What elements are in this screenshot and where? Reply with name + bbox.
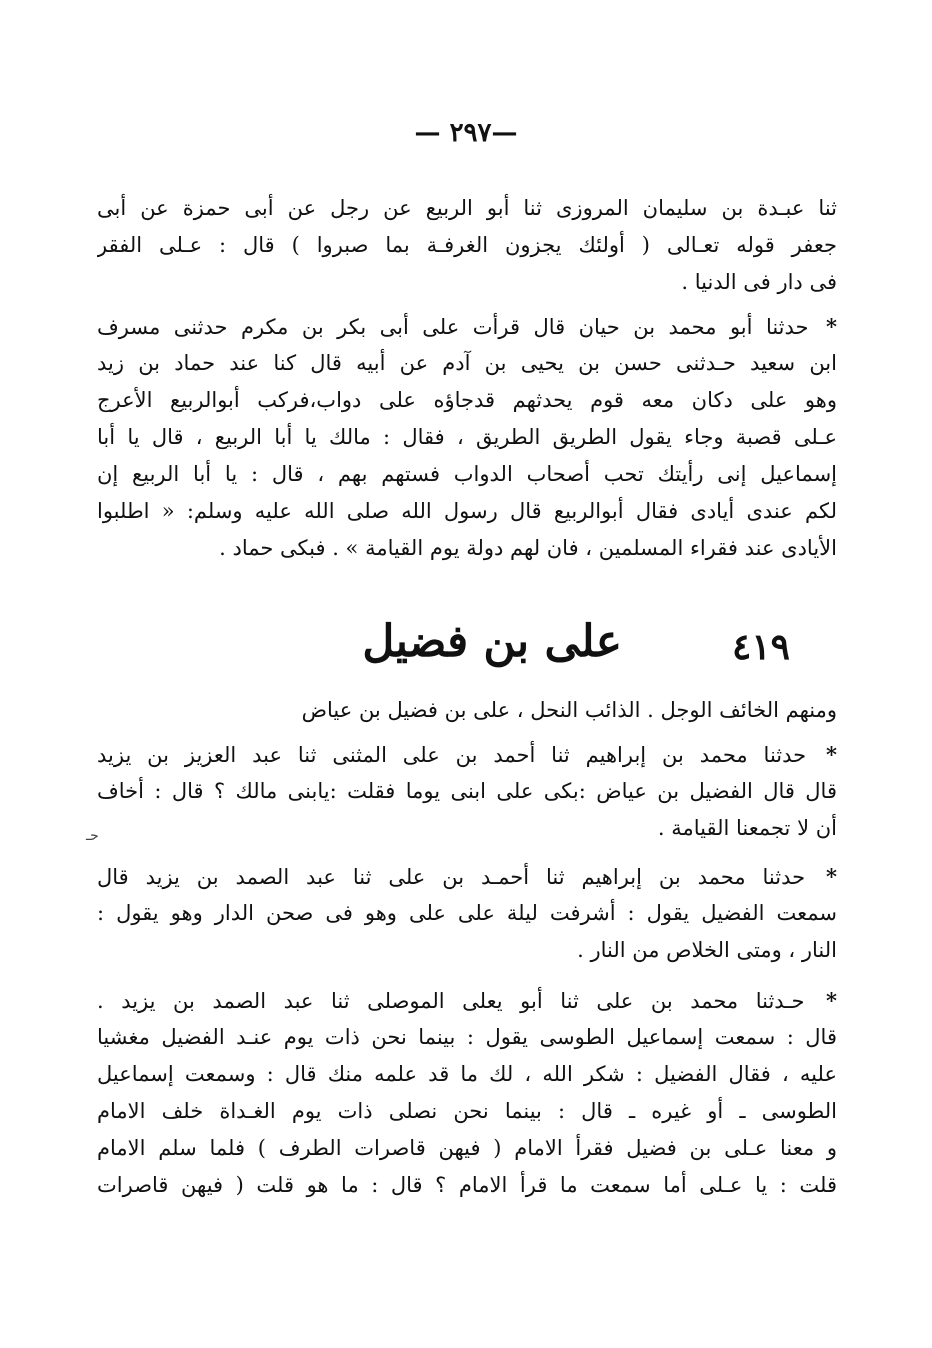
text-line: ومنهم الخائف الوجل . الذائب النحل ، على بن فضيل بن عياض (301, 698, 837, 722)
text-line-content: حدثنا أبو محمد بن حيان قال قرأت على أبى بكر بن مكرم حدثنى مسرف (97, 315, 809, 339)
text-line: فى دار فى الدنيا . (681, 270, 837, 294)
text-line: عـلى قصبة وجاء يقول الطريق الطريق ، فقال : مالك يا أبا الربيع ، قال يا أبا (97, 425, 837, 449)
paragraph-prayer (97, 982, 837, 1204)
text-line: عليه ، فقال الفضيل : شكر الله ، لك ما قد علمه منك قال : وسمعت إسماعيل (97, 1062, 837, 1086)
page-number: —٢٩٧ — (414, 118, 518, 148)
text-line: الطوسى ـ أو غيره ـ قال : بينما نحن نصلى ذات يوم الغـداة خلف الامام (97, 1099, 837, 1123)
text-line: سمعت الفضيل يقول : أشرفت ليلة على على وهو فى صحن الدار وهو يقول : (97, 901, 837, 925)
text-line (97, 982, 837, 1019)
section-heading (0, 612, 932, 692)
text-line: وهو على دكان معه قوم يحدثهم قدجاؤه على دواب،فركب أبوالربيع الأعرج (97, 388, 837, 412)
text-line: جعفر قوله تعـالى ( أولئك يجزون الغرفـة بما صبروا ) قال : عـلى الفقر (97, 233, 837, 257)
text-line: قال قال الفضيل بن عياض :بكى على ابنى يوما فقلت :يابنى مالك ؟ قال : أخاف (97, 779, 837, 803)
text-line (97, 736, 837, 773)
paragraph-intro (97, 692, 837, 729)
text-line: النار ، ومتى الخلاص من النار . (577, 938, 837, 962)
text-line: أن لا تجمعنا القيامة . (657, 816, 837, 840)
paragraph-hammad (97, 308, 837, 567)
text-line: قال : سمعت إسماعيل الطوسى يقول : بينما نحن ذات يوم عنـد الفضيل مغشيا (97, 1025, 837, 1049)
text-line (97, 308, 837, 345)
text-line-content: حدثنا محمد بن إبراهيم ثنا أحمد بن على المثنى ثنا عبد العزيز بن يزيد (97, 743, 807, 767)
margin-note: حـ (86, 828, 99, 844)
text-line (97, 858, 837, 895)
text-line-content: حدثنا محمد بن إبراهيم ثنا أحمـد بن على ثنا عبد الصمد بن يزيد قال (97, 865, 806, 889)
entry-number: ٤١٩ (731, 626, 790, 668)
paragraph-fear (97, 736, 837, 847)
text-line: قلت : يا عـلى أما سمعت ما قرأ الامام ؟ قال : ما هو قلت ( فيهن قاصرات (97, 1173, 837, 1197)
paragraph-star-marker: * (826, 988, 837, 1013)
paragraph-continuation (97, 190, 837, 301)
text-line-content: حـدثنا محمد بن على ثنا أبو يعلى الموصلى ثنا عبد الصمد بن يزيد . (97, 989, 805, 1013)
text-line: ابن سعيد حـدثنى حسن بن يحيى بن آدم عن أبيه قال كنا عند حماد بن زيد (97, 351, 837, 375)
text-line: الأيادى عند فقراء المسلمين ، فان لهم دولة يوم القيامة » . فبكى حماد . (219, 536, 837, 560)
text-line: و معنا عـلى بن فضيل فقرأ الامام ( فيهن قاصرات الطرف ) فلما سلم الامام (97, 1136, 837, 1160)
paragraph-star-marker: * (826, 314, 837, 339)
entry-title: على بن فضيل (362, 616, 622, 667)
text-line: إسماعيل إنى رأيتك تحب أصحاب الدواب فستهم بهم ، قال : يا أبا الربيع إن (97, 462, 837, 486)
text-line: لكم عندى أيادى فقال أبوالربيع قال رسول الله صلى الله عليه وسلم: « اطلبوا (97, 499, 837, 523)
paragraph-star-marker: * (826, 864, 837, 889)
paragraph-fire (97, 858, 837, 969)
text-line: ثنا عبـدة بن سليمان المروزى ثنا أبو الربيع عن رجل عن أبى حمزة عن أبى (97, 196, 837, 220)
paragraph-star-marker: * (826, 742, 837, 767)
